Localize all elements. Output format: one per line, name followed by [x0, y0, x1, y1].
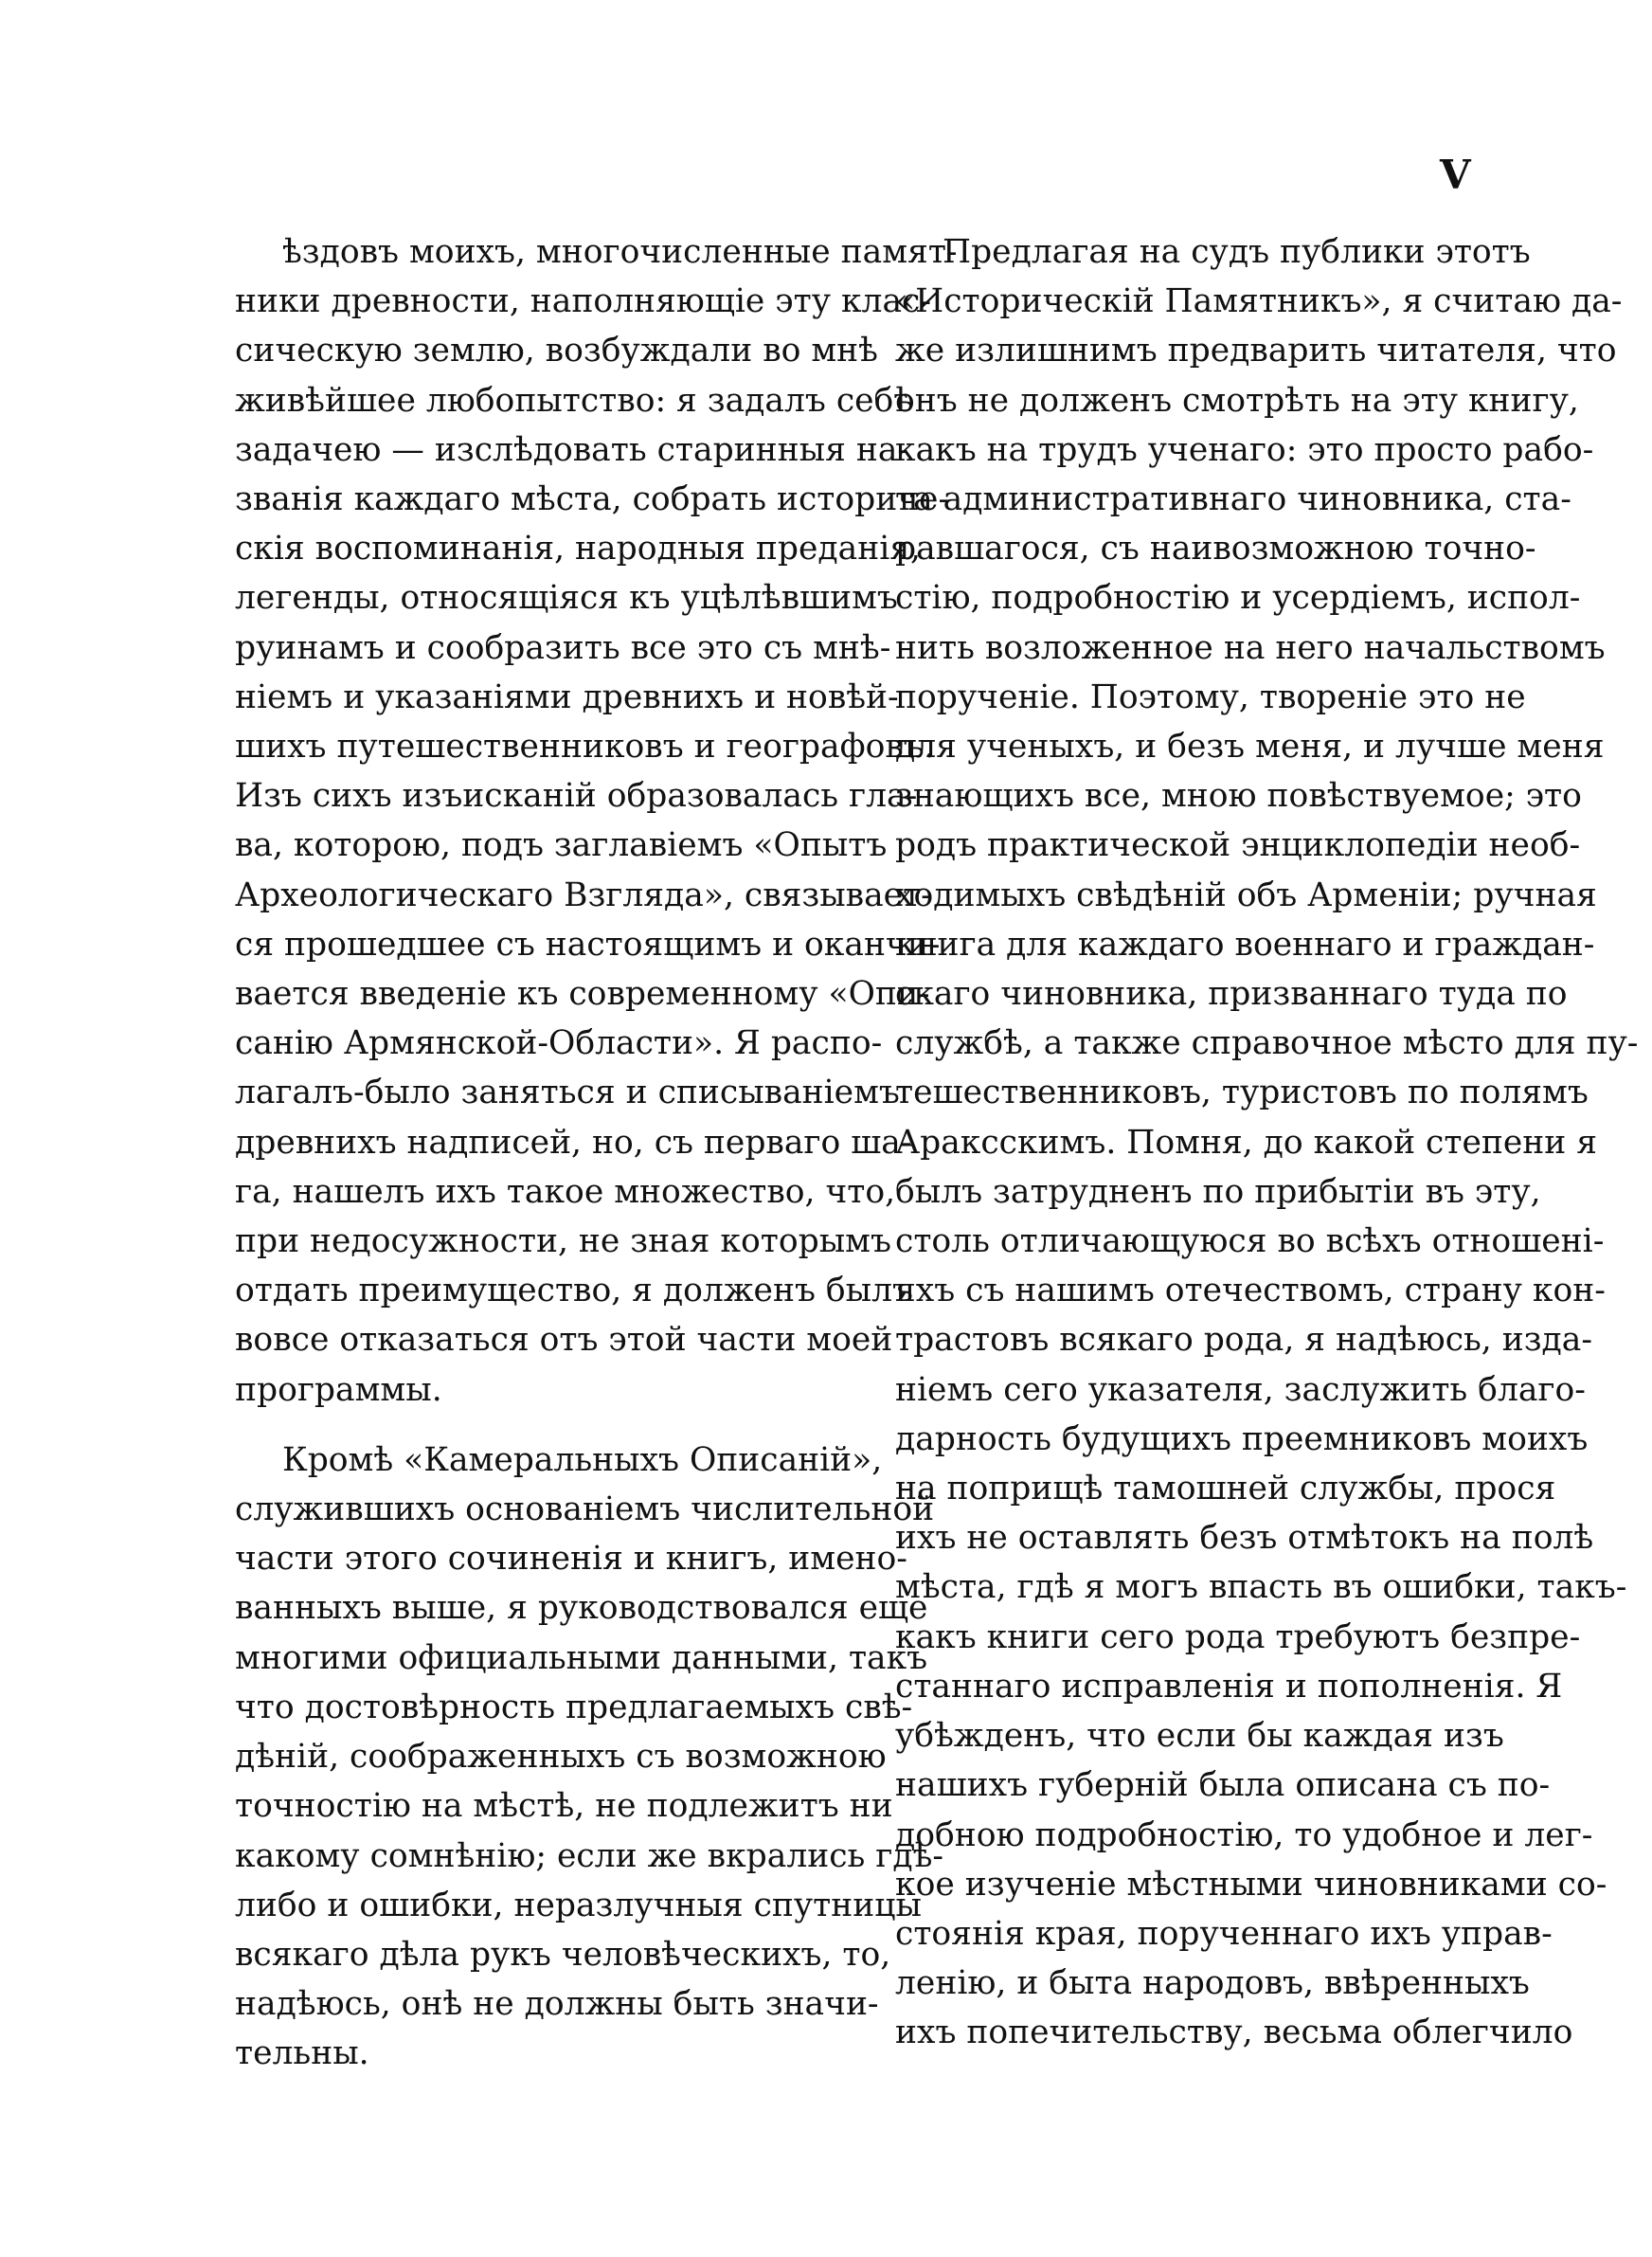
text-line: столь отличающуюся во всѣхъ отношені-: [895, 1222, 1605, 1261]
text-line: же излишнимъ предварить читателя, что: [895, 332, 1617, 370]
text-line: вается введеніе къ современному «Опи-: [235, 975, 930, 1014]
text-line: та административнаго чиновника, ста-: [895, 480, 1571, 519]
text-line: ванныхъ выше, я руководствовался еще: [235, 1589, 928, 1628]
text-line: тельны.: [235, 2034, 369, 2073]
text-line: дѣній, соображенныхъ съ возможною: [235, 1738, 887, 1777]
text-line: нить возложенное на него начальствомъ: [895, 628, 1606, 667]
text-line: яхъ съ нашимъ отечествомъ, страну кон-: [895, 1272, 1606, 1310]
text-line: нашихъ губерній была описана съ по-: [895, 1766, 1551, 1805]
text-line: га, нашелъ ихъ такое множество, что,: [235, 1172, 896, 1211]
text-line: ихъ не оставлять безъ отмѣтокъ на полѣ: [895, 1519, 1594, 1558]
text-line: какому сомнѣнію; если же вкрались гдѣ-: [235, 1836, 944, 1875]
right-column: [895, 227, 1639, 2058]
paragraph-gap: [235, 1415, 841, 1435]
text-line: ніемъ сего указателя, заслужить благо-: [895, 1370, 1586, 1409]
text-line: живѣйшее любопытство: я задалъ себѣ: [235, 381, 914, 420]
text-line: равшагося, съ наивозможною точно-: [895, 530, 1536, 569]
text-line: надѣюсь, онѣ не должны быть значи-: [235, 1985, 879, 2024]
text-line: «Историческій Памятникъ», я считаю да-: [895, 282, 1623, 321]
text-line: ходимыхъ свѣдѣній объ Арменіи; ручная: [895, 876, 1597, 914]
text-line: скаго чиновника, призваннаго туда по: [895, 975, 1568, 1014]
text-line: тешественниковъ, туристовъ по полямъ: [895, 1074, 1589, 1112]
text-line: ва, которою, подъ заглавіемъ «Опытъ: [235, 826, 888, 865]
text-line: ники древности, наполняющіе эту клас-: [235, 282, 932, 321]
text-line: ѣздовъ моихъ, многочисленные памят-: [282, 233, 958, 271]
text-line: стію, подробностію и усердіемъ, испол-: [895, 579, 1581, 618]
text-line: ся прошедшее съ настоящимъ и оканчи-: [235, 925, 941, 964]
text-line: кое изученіе мѣстными чиновниками со-: [895, 1865, 1607, 1904]
text-line: программы.: [235, 1370, 442, 1409]
text-line: станнаго исправленія и пополненія. Я: [895, 1667, 1563, 1706]
text-line: знающихъ все, мною повѣствуемое; это: [895, 777, 1582, 816]
text-line: на поприщѣ тамошней службы, прося: [895, 1470, 1556, 1508]
text-line: руинамъ и сообразить все это съ мнѣ-: [235, 628, 891, 667]
text-line: при недосужности, не зная которымъ: [235, 1222, 891, 1261]
text-line: Изъ сихъ изъисканій образовалась гла-: [235, 777, 918, 816]
text-line: дарность будущихъ преемниковъ моихъ: [895, 1419, 1589, 1458]
text-line: сическую землю, возбуждали во мнѣ: [235, 332, 878, 370]
text-line: мѣста, гдѣ я могъ впасть въ ошибки, такъ-: [895, 1568, 1627, 1607]
text-line: родъ практической энциклопедіи необ-: [895, 826, 1581, 865]
text-line: шихъ путешественниковъ и географовъ.: [235, 728, 935, 767]
text-line: порученіе. Поэтому, твореніе это не: [895, 677, 1526, 716]
text-line: службѣ, а также справочное мѣсто для пу-: [895, 1024, 1639, 1063]
text-line: ніемъ и указаніями древнихъ и новѣй-: [235, 677, 899, 716]
text-line: служившихъ основаніемъ числительной: [235, 1490, 935, 1529]
text-line: задачею — изслѣдовать старинныя на-: [235, 430, 909, 469]
text-line: древнихъ надписей, но, съ перваго ша-: [235, 1123, 912, 1162]
text-line: книга для каждаго военнаго и граждан-: [895, 925, 1595, 964]
text-line: для ученыхъ, и безъ меня, и лучше меня: [895, 728, 1605, 767]
text-line: ленію, и быта народовъ, ввѣренныхъ: [895, 1964, 1530, 2003]
text-line: добною подробностію, то удобное и лег-: [895, 1815, 1593, 1854]
text-line: трастовъ всякаго рода, я надѣюсь, изда-: [895, 1321, 1593, 1360]
text-line: званія каждаго мѣста, собрать историче-: [235, 480, 950, 519]
text-line: вовсе отказаться отъ этой части моей: [235, 1321, 893, 1360]
right-paragraph: [895, 227, 1639, 2058]
left-paragraph: [235, 227, 958, 1415]
text-line: отдать преимущество, я долженъ былъ: [235, 1272, 913, 1310]
text-line: Предлагая на судъ публики этотъ: [943, 233, 1531, 271]
text-line: скія воспоминанія, народныя преданія,: [235, 530, 921, 569]
text-line: убѣжденъ, что если бы каждая изъ: [895, 1717, 1504, 1756]
text-line: былъ затрудненъ по прибытіи въ эту,: [895, 1172, 1541, 1211]
text-line: какъ книги сего рода требуютъ безпре-: [895, 1617, 1581, 1656]
text-line: онъ не долженъ смотрѣть на эту книгу,: [895, 381, 1579, 420]
text-line: части этого сочиненія и книгъ, имено-: [235, 1540, 907, 1579]
text-line: многими официальными данными, такъ: [235, 1638, 928, 1677]
text-line: какъ на трудъ ученаго: это просто рабо-: [895, 430, 1594, 469]
text-line: либо и ошибки, неразлучныя спутницы: [235, 1886, 922, 1924]
text-line: всякаго дѣла рукъ человѣческихъ, то,: [235, 1935, 891, 1974]
page-number: V: [1440, 152, 1471, 198]
text-line: Археологическаго Взгляда», связывает-: [235, 876, 932, 914]
left-column: [235, 227, 958, 2079]
text-line: легенды, относящіяся къ уцѣлѣвшимъ: [235, 579, 898, 618]
text-line: ихъ попечительству, весьма облегчило: [895, 2013, 1573, 2052]
left-paragraph: [235, 1435, 944, 2079]
text-line: точностію на мѣстѣ, не подлежитъ ни: [235, 1787, 893, 1826]
text-line: санію Армянской-Области». Я распо-: [235, 1024, 883, 1063]
text-line: что достовѣрность предлагаемыхъ свѣ-: [235, 1688, 913, 1726]
text-line: Араксскимъ. Помня, до какой степени я: [895, 1123, 1598, 1162]
text-line: Кромѣ «Камеральныхъ Описаній»,: [282, 1440, 883, 1479]
text-line: стоянія края, порученнаго ихъ управ-: [895, 1914, 1553, 1953]
text-line: лагалъ-было заняться и списываніемъ: [235, 1074, 900, 1112]
